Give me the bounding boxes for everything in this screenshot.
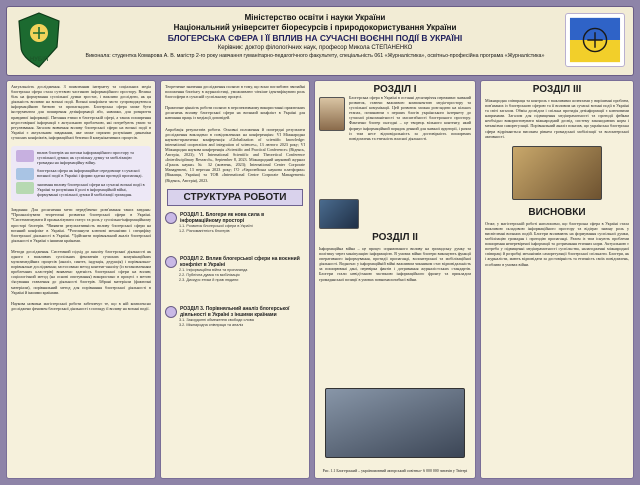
chapter-2-name: РОЗДІЛ 2. Вплив блогерської сфери на воєнний конфлікт в Україні [180, 255, 300, 268]
goal-row-3 [16, 182, 146, 198]
column-chapters-1-2 [314, 80, 476, 479]
column-chapter-3-conclusions [480, 80, 634, 479]
practice-text: Практичне цінність роботи полягає в перспективному використанні практичних досягнень впливу блогерської сфери на воєнний конфлікт в Україні для навчання праць із медіації доповідей. [165, 105, 305, 121]
goal-2-text: блогерська сфера як інформаційне середовище з сучасної воєнної події в Україні і форми здатна протидії пропаганді. [37, 167, 143, 178]
chapter-3-heading: РОЗДІЛ ІІІ [532, 84, 582, 95]
header-text [71, 13, 559, 60]
structure-list [161, 206, 309, 356]
chapter-2-icon [165, 256, 177, 268]
figure-image [325, 388, 465, 458]
supervisor-line: Керівник: доктор філологічних наук, професор Микола СТЕПАНЕНКО [217, 45, 413, 51]
chapter-3-sub-1: 3.1. Закордонні обмеження свободи слова [179, 317, 254, 322]
chapter-2-text: Інформаційна війна – це процес спрямованого впливу на громадську думку та політику через маніпуляцію інформацією. В умовах війни блогери виконують функції оперативного інформування, протидії пропаганді, волонтерської та мобілізаційної діяльності. Водночас у інформаційній війні важливим чинником стає відповідальність за поширювані дані, перевірка фактів і дотримання журналістських стандартів. Блогери стали невід'ємною частиною інформаційного фронту та прикладом громадянської позиції в умовах повномасштабної війни. [319, 246, 471, 282]
chapter-1-heading: РОЗДІЛ І [373, 84, 417, 95]
poster-title: БЛОГЕРСЬКА СФЕРА І ЇЇ ВПЛИВ НА СУЧАСНІ ВОЄННІ ПОДІЇ В УКРАЇНІ [167, 33, 463, 43]
chapter-1-image [319, 199, 359, 229]
novelty-text: Наукова новизна магістерської роботи забезпечує те, що в ній комплексно досліджено феномен блогерської діяльності з погляду її впливу на воєнні події. [11, 300, 151, 311]
column-intro [6, 80, 156, 479]
ministry-name: Міністерство освіти і науки України [244, 13, 386, 22]
figure-caption: Рис. 1.1 Блогерський – україномовний акторський освітньо- 6 000 000 читачів у Твітері [322, 469, 468, 473]
chapter-3-name: РОЗДІЛ 3. Порівняльний аналіз блогерської діяльності в Україні з іншими країнами [180, 305, 290, 318]
chapter-1-sub-1: 1.1. Розвиток блогерської сфери в Україні [179, 223, 253, 228]
conclusions-text: Отже, у магістерській роботі наголошено, що блогерська сфера в Україні стала важливою складовою інформаційного простору та відіграє значну роль у висвітленні воєнних подій. Блогери впливають на формування суспільної думки, мобілізацію громадян і протидію пропаганді. Разом із тим існують проблеми поширення неперевіреної інформації та дотримання етичних норм. Актуальною є потреба у підвищенні медіаграмотності суспільства, налагодженні міжнародної співпраці й розробці механізмів саморегуляції блогерської спільноти. Блогери, як і журналісти, мають відповідати за достовірність та етичність своїх повідомлень, особливо в умовах війни. [485, 220, 629, 267]
chapter-1-sub-2: 1.2. Різноманітність блогерів [179, 228, 230, 233]
structure-chapter-1 [165, 212, 305, 234]
goal-3-icon [16, 182, 34, 194]
structure-chapter-2 [165, 256, 305, 283]
goal-row-1 [16, 150, 146, 166]
chapter-1-photo [319, 97, 345, 131]
conclusions-heading: ВИСНОВКИ [528, 206, 586, 218]
goal-3-text: значення впливу блогерської сфери на сучасні воєнні події в Україні та розуміння її ролі в інформаційній війні, формуванні суспільної думки й мобілізації громадян. [37, 181, 145, 198]
structure-title: СТРУКТУРА РОБОТИ [167, 189, 303, 206]
chapter-3-image [512, 146, 602, 200]
author-line: Виконала: студентка Комарова А. В. магістр 2-го року навчання гуманітарно-педагогічного факультету, спеціальність 061 «Журналістика», освітньо-професійна програма «Журналістика» [85, 53, 545, 59]
chapter-1-icon [165, 212, 177, 224]
decorative-emblem-icon [565, 13, 625, 67]
approbation-text: Апробація результатів роботи. Основні положення й попередні результати дослідження викладено в повідомленнях на конференціях: VI Міжнародна науково-практична конференція «Globalization of scientific knowledge: international cooperation and integration of sciences», 13 лютого 2023 року; VI Міжнародна наукова конференція «Scientific and Practical Conference» (Віденсь, Австрія, 2023); VI International Scientific and Theoretical Conference «Interdisciplinary Research», September 8, 2023. Міжнародний науковий журнал «Грааль науки» № 32 (жовтень, 2023); International Center Corporate Management, 13 вересня 2023 року; ГО «Європейська наукова платформа» (Вінниця, Україна) та ТОВ «International Centre Corporate Management» (Віденсь, Австрія), 2023. [165, 126, 305, 183]
chapter-3-sub-2: 3.2. Міжнародна співпраця та аналіз [179, 322, 244, 327]
goal-2-icon [16, 168, 34, 180]
goal-1-text: вплив блогерів на потоки інформаційного простору та суспільної думки; як суспільну думку та мобілізацію громадян на інформаційну війну. [37, 150, 134, 166]
structure-chapter-3 [165, 306, 305, 328]
chapter-1-name: РОЗДІЛ 1. Блогери як нова сила в інформаційному просторі [180, 211, 265, 224]
university-name: Національний університет біоресурсів і природокористування України [173, 23, 457, 32]
chapter-2-heading: РОЗДІЛ ІІ [372, 232, 418, 243]
chapter-2-sub-2: 2.2. Публічна думка та мобілізація [179, 272, 240, 277]
chapter-3-icon [165, 306, 177, 318]
logo-text: НУБІП [29, 57, 49, 63]
goal-row-2 [16, 168, 146, 180]
poster-header [6, 6, 634, 76]
chapter-2-sub-3: 2.3. Дискурс етики й прав людини [179, 277, 239, 282]
theory-text: Теоретичне значення дослідження полягає в тому, що воно поглиблює звичайні положення блогінгу в журналістиці, уможливлює чіткіше ідентифікувати роль блогосфери в сучасній суспільному процесі. [165, 84, 305, 100]
methods-text: Методи дослідження. Системний підхід до аналізу блогерської діяльності як одного з важливих суспільних феноменів сучасних комунікаційних мультимедійних процесів (аналіз, синтез, індукція, дедукція) і порівняльно-порівняльне дослідження; застосовано метод контент-аналізу (із встановленням проблемних кластерів) виявлено здатність блогерської сфери на вплив; соціологічний метод (на основі опитування) використано в процесі з метою з'ясування ставлення до діяльності блогерів. Зібрані матеріали (фактичні матеріали), порівняльний метод для порівняння блогерської діяльності в Україні й іншими країнами. [11, 248, 151, 295]
relevance-text: Актуальність дослідження. З появленням інтернету та соціальних медіа блогерська сфера стала суттєвою частиною інформаційного простору. Велика біль на формування суспільної думки зростає, і важливо дослідити, як ця діяльність впливає на воєнні події. Воєнні конфлікти часто супроводжуються інформаційною битвою та пропагандою. Блогерська сфера може бути інструментом для поширення дезінформації або, навпаки, для розкриття правдивої інформації. Питання етики в блогерській сфері, а також поширення недостовірної інформації є актуальною проблемою, які потребують уваги та регулювання. Загалом вивчення впливу блогерської сфери на воєнні події в Україні є актуальним завданням, яке може сприяти розумінню динаміки сучасних конфліктів, інформаційної безпеки й комунікативних процесів. [11, 84, 151, 140]
chapter-2-sub-1: 2.1. Інформаційна війна та пропаганда [179, 267, 248, 272]
chapter-1-block [315, 95, 475, 195]
column-theory [160, 80, 310, 479]
chapter-3-text: Міжнародна співпраця та контроль є важливими аспектами у вирішенні проблем, пов'язаних із блогерською сферою та її впливом на сучасні воєнні події в Україні та світі загалом. Обмін досвідом і спільна протидія дезінформації є ключовими напрямами. Загалом для підвищення медіаграмотності та протидії фейкам необхідно використовувати міжнародний досвід, систему законодавчих норм і механізми саморегуляції. Порівняльний аналіз показав, що українська блогерська сфера відрізняється високим рівнем громадської мобілізації та волонтерської активності. [485, 98, 629, 139]
tasks-text: Завдання: Для досягнення мети передбачено розв'язання таких завдань: *Проаналізувати теоретичні розвитки блогерської сфери в Україні. *Систематизувати й проаналізувати статус та роль у суспільно-інформаційному просторі блогерів. *Виявити результативність впливу блогерської сфери на воєнний конфлікт в Україні. *Розглянути ключові механізми і специфіку блогерської діяльності в Україні. *Здійснити порівняльний аналіз блогерської діяльності в Україні з іншими країнами. [11, 207, 151, 243]
goal-1-icon [16, 150, 34, 162]
chapter-1-text: Блогерська сфера в Україні в останні десятиріччя переживає значний розвиток, стаючи важливою компонентою медіа-простору та суспільної комунікації. Цей розвиток можна розглядати на кількох етапах, починаючи з перших блогів українського інтернету до сучасної різноманітності та масштабності блогерського простору. Фактично блогер сьогодні – це творець вільного контенту, який формує інформаційний порядок денний для значної аудиторії, і разом із тим несе відповідальність за достовірність поширених повідомлень та етичність власної діяльності. [349, 95, 471, 141]
goals-box [11, 146, 151, 201]
